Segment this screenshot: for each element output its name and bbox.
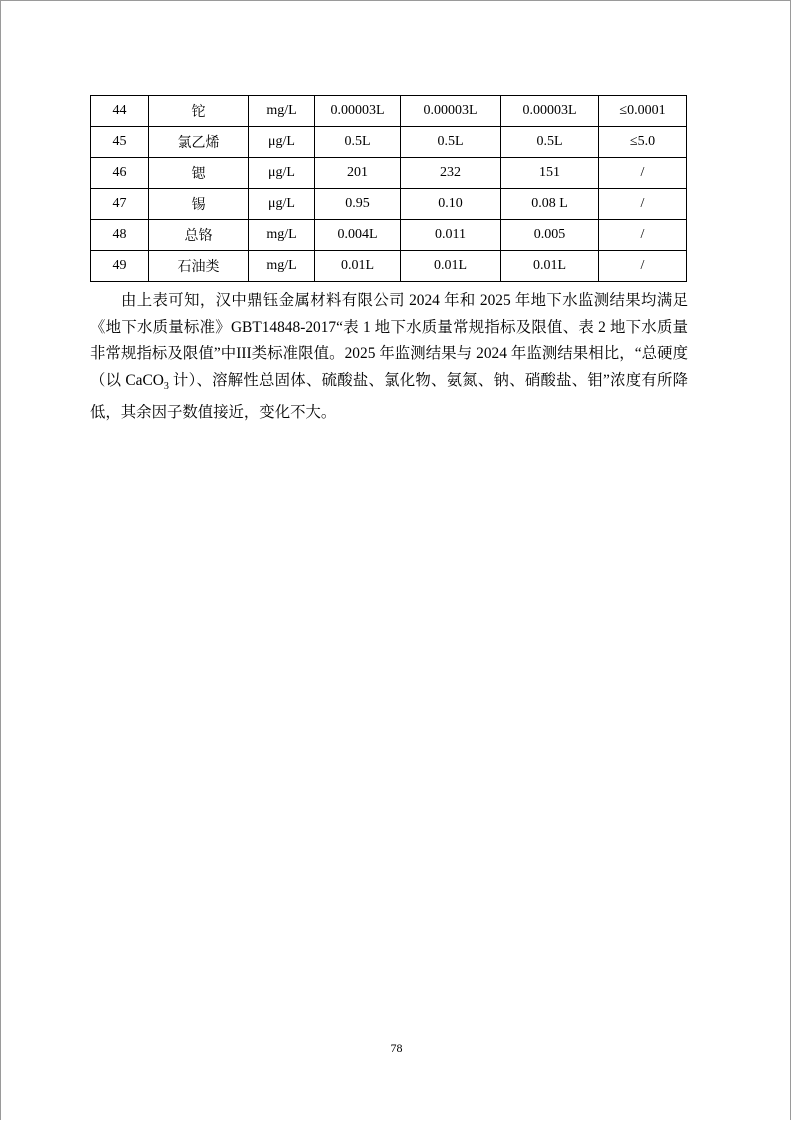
- row-number: 48: [91, 220, 149, 251]
- value-3: 0.01L: [501, 251, 599, 282]
- value-2: 232: [401, 158, 501, 189]
- unit: μg/L: [249, 127, 315, 158]
- value-3: 151: [501, 158, 599, 189]
- value-1: 0.00003L: [315, 96, 401, 127]
- row-number: 46: [91, 158, 149, 189]
- value-2: 0.00003L: [401, 96, 501, 127]
- standard-limit: /: [599, 220, 687, 251]
- value-1: 0.5L: [315, 127, 401, 158]
- unit: μg/L: [249, 158, 315, 189]
- value-1: 0.004L: [315, 220, 401, 251]
- row-number: 49: [91, 251, 149, 282]
- unit: mg/L: [249, 96, 315, 127]
- value-2: 0.5L: [401, 127, 501, 158]
- indicator-name: 石油类: [149, 251, 249, 282]
- indicator-name: 锶: [149, 158, 249, 189]
- value-1: 0.01L: [315, 251, 401, 282]
- row-number: 45: [91, 127, 149, 158]
- standard-limit: ≤0.0001: [599, 96, 687, 127]
- value-2: 0.10: [401, 189, 501, 220]
- value-1: 201: [315, 158, 401, 189]
- standard-limit: /: [599, 158, 687, 189]
- unit: mg/L: [249, 251, 315, 282]
- indicator-name: 锡: [149, 189, 249, 220]
- paragraph-text-part2: 计）、溶解性总固体、硫酸盐、氯化物、氨氮、钠、硝酸盐、钼”浓度有所降低，其余因子数值接近，变化不大。: [90, 371, 688, 422]
- monitoring-results-table: [90, 95, 687, 282]
- value-3: 0.08 L: [501, 189, 599, 220]
- value-3: 0.005: [501, 220, 599, 251]
- standard-limit: /: [599, 251, 687, 282]
- value-3: 0.5L: [501, 127, 599, 158]
- paragraph-text-part1: 由上表可知，汉中鼎钰金属材料有限公司 2024 年和 2025 年地下水监测结果均满足《地下水质量标准》GBT14848-2017“表 1 地下水质量常规指标及限值、表 2 地下水质量非常规指标及限值”中III类标准限值。2025 年监测结果与 2024 年监测结果相比，“总硬度（以 CaCO: [90, 292, 688, 389]
- value-2: 0.01L: [401, 251, 501, 282]
- unit: mg/L: [249, 220, 315, 251]
- standard-limit: ≤5.0: [599, 127, 687, 158]
- subscript-3: 3: [163, 380, 169, 392]
- conclusion-paragraph: [90, 288, 688, 427]
- value-3: 0.00003L: [501, 96, 599, 127]
- row-number: 44: [91, 96, 149, 127]
- table-row: [91, 251, 687, 282]
- value-2: 0.011: [401, 220, 501, 251]
- table-row: [91, 96, 687, 127]
- value-1: 0.95: [315, 189, 401, 220]
- unit: μg/L: [249, 189, 315, 220]
- table-row: [91, 127, 687, 158]
- row-number: 47: [91, 189, 149, 220]
- page-number: 78: [390, 1041, 403, 1055]
- table-row: [91, 189, 687, 220]
- indicator-name: 总铬: [149, 220, 249, 251]
- indicator-name: 氯乙烯: [149, 127, 249, 158]
- indicator-name: 铊: [149, 96, 249, 127]
- table-row: [91, 158, 687, 189]
- standard-limit: /: [599, 189, 687, 220]
- table-row: [91, 220, 687, 251]
